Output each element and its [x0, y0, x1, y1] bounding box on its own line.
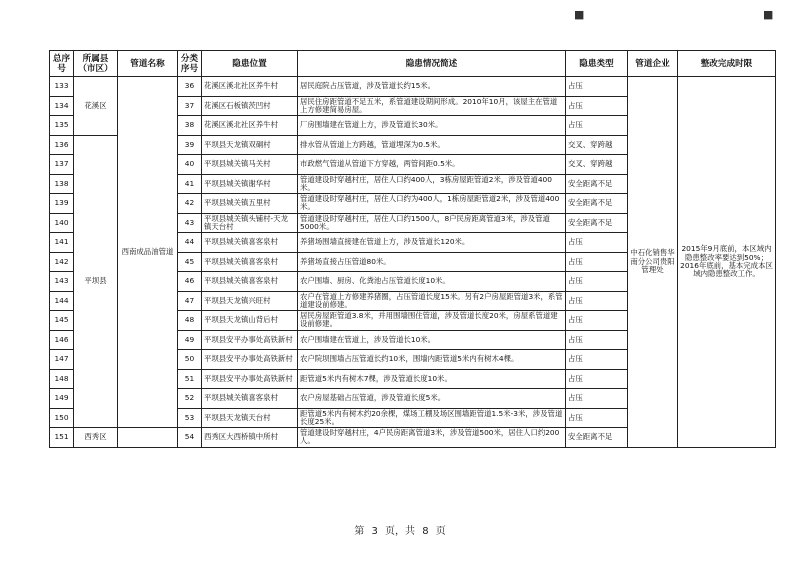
- header-total-no: 总序号: [50, 51, 74, 77]
- sub-no-cell: 52: [178, 389, 202, 409]
- total-no-cell: 134: [50, 96, 74, 116]
- footer-suffix: 页: [435, 526, 446, 537]
- sub-no-cell: 39: [178, 135, 202, 155]
- description-cell: 养猪场围墙直接建在管道上方，涉及管道长120米。: [298, 233, 566, 253]
- type-cell: 交叉、穿跨越: [566, 135, 628, 155]
- type-cell: 占压: [566, 116, 628, 136]
- total-no-cell: 144: [50, 291, 74, 311]
- footer-total-pages: 8: [422, 526, 429, 537]
- sub-no-cell: 47: [178, 291, 202, 311]
- description-cell: 距管道5米内有树木7棵，涉及管道长度10米。: [298, 369, 566, 389]
- location-cell: 平坝县安平办事处高铁新村: [202, 350, 298, 370]
- description-cell: 厂房围墙建在管道上方，涉及管道长30米。: [298, 116, 566, 136]
- total-no-cell: 151: [50, 428, 74, 448]
- total-no-cell: 139: [50, 194, 74, 214]
- description-cell: 管道建设时穿越村庄，居住人口约为400人，1栋房屋距管道2米，涉及管道400米。: [298, 194, 566, 214]
- location-cell: 平坝县城关镇喜客泉村: [202, 233, 298, 253]
- sub-no-cell: 51: [178, 369, 202, 389]
- type-cell: 占压: [566, 252, 628, 272]
- location-cell: 西秀区大西桥镇中所村: [202, 428, 298, 448]
- footer-mid: 页，共: [385, 526, 415, 537]
- total-no-cell: 137: [50, 155, 74, 175]
- header-location: 隐患位置: [202, 51, 298, 77]
- description-cell: 居民住房距管道不足五米，系管道建设期间形成。2010年10月，该屋主在管道上方修建简易房屋。: [298, 96, 566, 116]
- total-no-cell: 147: [50, 350, 74, 370]
- description-cell: 养猪场直接占压管道80米。: [298, 252, 566, 272]
- location-cell: 平坝县城关镇谢华村: [202, 174, 298, 194]
- total-no-cell: 149: [50, 389, 74, 409]
- sub-no-cell: 50: [178, 350, 202, 370]
- sub-no-cell: 38: [178, 116, 202, 136]
- location-cell: 花溪区溪北社区养牛村: [202, 77, 298, 97]
- location-cell: 平坝县城关镇喜客泉村: [202, 272, 298, 292]
- type-cell: 安全距离不足: [566, 428, 628, 448]
- total-no-cell: 140: [50, 213, 74, 233]
- location-cell: 平坝县城关镇头铺村-天龙镇天台村: [202, 213, 298, 233]
- total-no-cell: 138: [50, 174, 74, 194]
- sub-no-cell: 54: [178, 428, 202, 448]
- total-no-cell: 133: [50, 77, 74, 97]
- pipeline-name-cell: 西南成品油管道: [118, 77, 178, 428]
- description-cell: 居民庭院占压管道，涉及管道长约15米。: [298, 77, 566, 97]
- table-row: [50, 77, 776, 97]
- type-cell: 占压: [566, 96, 628, 116]
- sub-no-cell: 46: [178, 272, 202, 292]
- scan-mark: ■: [574, 8, 585, 21]
- type-cell: 安全距离不足: [566, 174, 628, 194]
- total-no-cell: 145: [50, 311, 74, 331]
- location-cell: 花溪区溪北社区养牛村: [202, 116, 298, 136]
- total-no-cell: 141: [50, 233, 74, 253]
- sub-no-cell: 48: [178, 311, 202, 331]
- header-deadline: 整改完成时限: [678, 51, 776, 77]
- type-cell: 占压: [566, 233, 628, 253]
- type-cell: 占压: [566, 77, 628, 97]
- description-cell: 居民房屋距管道3.8米，并用围墙围住管道，涉及管道长度20米，房屋系管道建设前修建。: [298, 311, 566, 331]
- table-header-row: [50, 51, 776, 77]
- sub-no-cell: 45: [178, 252, 202, 272]
- description-cell: 农户围墙、厨房、化粪池占压管道长度10米。: [298, 272, 566, 292]
- header-company: 管道企业: [628, 51, 678, 77]
- company-cell: 中石化销售华南分公司贵阳管理处: [628, 77, 678, 448]
- description-cell: 管道建设时穿越村庄，居住人口约400人，3栋房屋距管道2米，涉及管道400米。: [298, 174, 566, 194]
- footer-page-number: 3: [371, 526, 378, 537]
- sub-no-cell: 36: [178, 77, 202, 97]
- total-no-cell: 150: [50, 408, 74, 428]
- footer-prefix: 第: [354, 526, 365, 537]
- sub-no-cell: 42: [178, 194, 202, 214]
- type-cell: 交叉、穿跨越: [566, 155, 628, 175]
- total-no-cell: 143: [50, 272, 74, 292]
- sub-no-cell: 43: [178, 213, 202, 233]
- type-cell: 占压: [566, 408, 628, 428]
- type-cell: 占压: [566, 369, 628, 389]
- scan-mark: ■: [763, 8, 774, 21]
- description-cell: 管道建设时穿越村庄，居住人口约1500人，8户民房距离管道3米，涉及管道5000米。: [298, 213, 566, 233]
- header-sub-no: 分类序号: [178, 51, 202, 77]
- county-cell-pingba: 平坝县: [74, 135, 118, 428]
- hazard-table: [49, 50, 776, 448]
- location-cell: 平坝县天龙镇山背后村: [202, 311, 298, 331]
- type-cell: 占压: [566, 291, 628, 311]
- description-cell: 管道建设时穿越村庄，4户民房距离管道3米，涉及管道500米，居住人口约200人。: [298, 428, 566, 448]
- header-pipeline: 管道名称: [118, 51, 178, 77]
- location-cell: 花溪区石板镇茨凹村: [202, 96, 298, 116]
- total-no-cell: 142: [50, 252, 74, 272]
- location-cell: 平坝县安平办事处高铁新村: [202, 369, 298, 389]
- description-cell: 距管道5米内有树木约20余棵，煤场工棚及场区围墙距管道1.5米-3米，涉及管道长度25米。: [298, 408, 566, 428]
- location-cell: 平坝县城关镇马关村: [202, 155, 298, 175]
- description-cell: 农户围墙建在管道上，涉及管道长10米。: [298, 330, 566, 350]
- type-cell: 占压: [566, 350, 628, 370]
- deadline-cell: 2015年9月底前，本区域内隐患整改率要达到50%；2016年底前，基本完成本区域内隐患整改工作。: [678, 77, 776, 448]
- type-cell: 占压: [566, 311, 628, 331]
- header-type: 隐患类型: [566, 51, 628, 77]
- total-no-cell: 135: [50, 116, 74, 136]
- county-cell-huaxi: 花溪区: [74, 77, 118, 136]
- header-county: 所属县（市区）: [74, 51, 118, 77]
- sub-no-cell: 53: [178, 408, 202, 428]
- location-cell: 平坝县天龙镇天台村: [202, 408, 298, 428]
- description-cell: 农户在管道上方修建养猪圈，占压管道长度15米。另有2户房屋距管道3米，系管道建设前修建。: [298, 291, 566, 311]
- description-cell: 市政燃气管道从管道下方穿越，两管间距0.5米。: [298, 155, 566, 175]
- location-cell: 平坝县安平办事处高铁新村: [202, 330, 298, 350]
- location-cell: 平坝县天龙镇双硐村: [202, 135, 298, 155]
- page-footer: [0, 522, 800, 537]
- description-cell: 农户房屋基础占压管道，涉及管道长度5米。: [298, 389, 566, 409]
- type-cell: 安全距离不足: [566, 213, 628, 233]
- sub-no-cell: 49: [178, 330, 202, 350]
- location-cell: 平坝县城关镇喜客泉村: [202, 252, 298, 272]
- type-cell: 安全距离不足: [566, 194, 628, 214]
- sub-no-cell: 41: [178, 174, 202, 194]
- description-cell: 排水管从管道上方跨越，管道埋深为0.5米。: [298, 135, 566, 155]
- total-no-cell: 146: [50, 330, 74, 350]
- type-cell: 占压: [566, 389, 628, 409]
- total-no-cell: 148: [50, 369, 74, 389]
- location-cell: 平坝县城关镇喜客泉村: [202, 389, 298, 409]
- location-cell: 平坝县天龙镇兴旺村: [202, 291, 298, 311]
- header-description: 隐患情况简述: [298, 51, 566, 77]
- total-no-cell: 136: [50, 135, 74, 155]
- scan-marks: [0, 8, 800, 28]
- sub-no-cell: 40: [178, 155, 202, 175]
- sub-no-cell: 37: [178, 96, 202, 116]
- pipeline-name-cell-empty: [118, 428, 178, 448]
- description-cell: 农户院坝围墙占压管道长约10米，围墙内距管道5米内有树木4棵。: [298, 350, 566, 370]
- location-cell: 平坝县城关镇五里村: [202, 194, 298, 214]
- sub-no-cell: 44: [178, 233, 202, 253]
- type-cell: 占压: [566, 272, 628, 292]
- county-cell-xixiu: 西秀区: [74, 428, 118, 448]
- type-cell: 占压: [566, 330, 628, 350]
